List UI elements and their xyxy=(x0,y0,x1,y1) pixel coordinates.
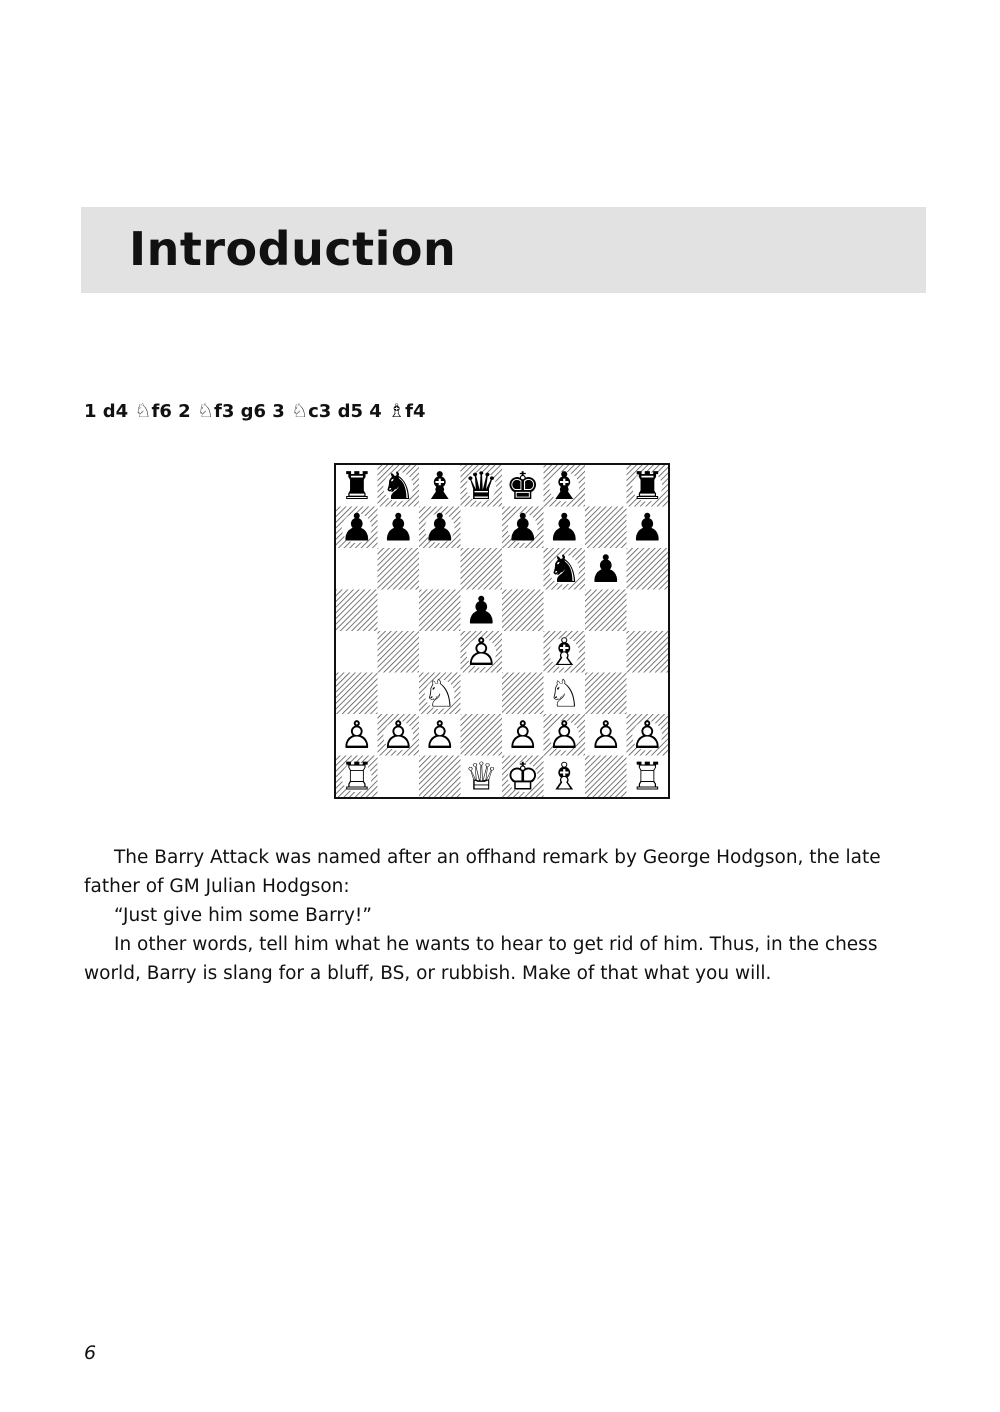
light-square xyxy=(336,548,378,590)
dark-square xyxy=(419,590,461,632)
chess-board xyxy=(336,465,668,797)
dark-square xyxy=(461,548,503,590)
dark-square xyxy=(627,631,669,673)
white-bishop-icon: ♗ xyxy=(547,754,582,797)
white-pawn-icon: ♙ xyxy=(381,712,416,757)
white-pawn-icon: ♙ xyxy=(547,712,582,757)
light-square xyxy=(419,631,461,673)
white-pawn-icon: ♙ xyxy=(505,712,540,757)
dark-square xyxy=(419,756,461,798)
light-square xyxy=(378,756,420,798)
black-pawn-icon: ♟ xyxy=(630,505,665,550)
white-queen-icon: ♕ xyxy=(464,754,499,797)
black-bishop-icon: ♝ xyxy=(422,465,457,508)
light-square xyxy=(461,673,503,715)
black-pawn-icon: ♟ xyxy=(505,505,540,550)
black-knight-icon: ♞ xyxy=(547,546,582,591)
black-pawn-icon: ♟ xyxy=(464,588,499,633)
dark-square xyxy=(378,548,420,590)
dark-square xyxy=(502,673,544,715)
paragraph: In other words, tell him what he wants to hear to get rid of him. Thus, in the chess world, Barry is slang for a bluff, BS, or rubbish. Make of that what you will. xyxy=(84,934,878,984)
black-bishop-icon: ♝ xyxy=(547,465,582,508)
white-rook-icon: ♖ xyxy=(339,754,374,797)
dark-square xyxy=(461,714,503,756)
page-number: 6 xyxy=(84,1342,97,1364)
light-square xyxy=(627,673,669,715)
dark-square xyxy=(585,590,627,632)
white-knight-icon: ♘ xyxy=(422,671,457,716)
bishop-figurine-icon: ♗ xyxy=(388,400,406,422)
white-king-icon: ♔ xyxy=(505,754,540,797)
dark-square xyxy=(336,673,378,715)
black-pawn-icon: ♟ xyxy=(588,546,623,591)
chapter-title: Introduction xyxy=(129,222,457,276)
light-square xyxy=(502,548,544,590)
light-square xyxy=(419,548,461,590)
black-pawn-icon: ♟ xyxy=(547,505,582,550)
light-square xyxy=(585,631,627,673)
dark-square xyxy=(502,590,544,632)
paragraph: “Just give him some Barry!” xyxy=(114,905,372,926)
move-text: f3 g6 3 xyxy=(213,401,292,422)
dark-square xyxy=(336,590,378,632)
white-pawn-icon: ♙ xyxy=(339,712,374,757)
dark-square xyxy=(585,756,627,798)
opening-moves xyxy=(84,398,425,425)
dark-square xyxy=(627,548,669,590)
move-text: f6 2 xyxy=(151,401,197,422)
light-square xyxy=(585,465,627,507)
light-square xyxy=(544,590,586,632)
black-pawn-icon: ♟ xyxy=(339,505,374,550)
body-text xyxy=(84,843,896,988)
move-text: f4 xyxy=(405,401,426,422)
move-text: c3 d5 4 xyxy=(308,401,389,422)
black-rook-icon: ♜ xyxy=(339,465,374,508)
black-pawn-icon: ♟ xyxy=(422,505,457,550)
light-square xyxy=(378,673,420,715)
dark-square xyxy=(585,673,627,715)
light-square xyxy=(461,507,503,549)
light-square xyxy=(502,631,544,673)
move-text: 1 d4 xyxy=(84,401,135,422)
light-square xyxy=(336,631,378,673)
white-pawn-icon: ♙ xyxy=(630,712,665,757)
light-square xyxy=(627,590,669,632)
white-pawn-icon: ♙ xyxy=(422,712,457,757)
chapter-heading-band xyxy=(81,207,926,293)
black-pawn-icon: ♟ xyxy=(381,505,416,550)
dark-square xyxy=(585,507,627,549)
white-pawn-icon: ♙ xyxy=(464,629,499,674)
black-knight-icon: ♞ xyxy=(381,465,416,508)
chess-diagram xyxy=(334,463,670,799)
knight-figurine-icon: ♘ xyxy=(291,400,309,422)
paragraph: The Barry Attack was named after an offhand remark by George Hodgson, the late father of GM Julian Hodgson: xyxy=(84,847,881,897)
white-rook-icon: ♖ xyxy=(630,754,665,797)
black-rook-icon: ♜ xyxy=(630,465,665,508)
knight-figurine-icon: ♘ xyxy=(134,400,152,422)
black-queen-icon: ♛ xyxy=(464,465,499,508)
light-square xyxy=(378,590,420,632)
black-king-icon: ♚ xyxy=(505,465,540,508)
white-knight-icon: ♘ xyxy=(547,671,582,716)
dark-square xyxy=(378,631,420,673)
knight-figurine-icon: ♘ xyxy=(196,400,214,422)
white-bishop-icon: ♗ xyxy=(547,629,582,674)
white-pawn-icon: ♙ xyxy=(588,712,623,757)
